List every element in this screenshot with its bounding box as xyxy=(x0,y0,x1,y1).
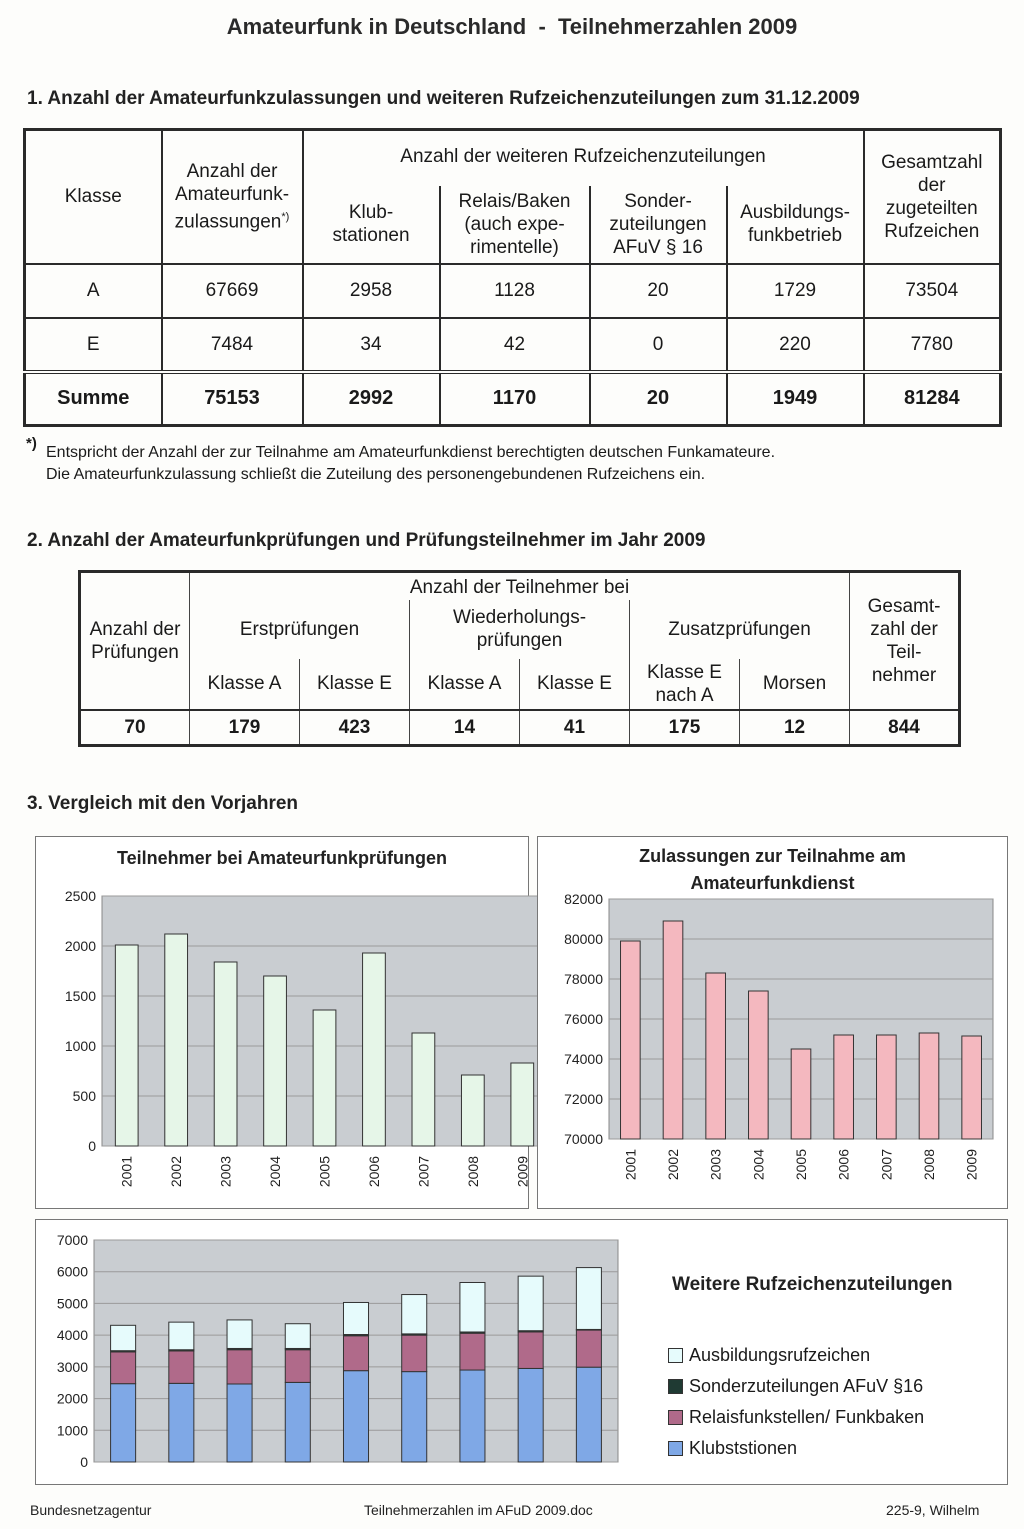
y-tick-label: 500 xyxy=(72,1088,96,1104)
bar xyxy=(877,1035,897,1139)
y-tick-label: 2000 xyxy=(56,1390,88,1407)
y-tick-label: 1000 xyxy=(56,1422,88,1439)
header-weitere-group: Anzahl der weiteren Rufzeichenzuteilungen xyxy=(303,130,864,186)
sum-sonder: 20 xyxy=(590,372,727,426)
sum-gesamt: 81284 xyxy=(864,372,1001,426)
bar-segment xyxy=(402,1295,427,1334)
row-klub: 34 xyxy=(303,318,440,372)
x-tick-label: 2009 xyxy=(514,1156,531,1188)
footnote-reference: *) xyxy=(281,211,290,224)
bar xyxy=(165,934,188,1146)
legend-swatch xyxy=(668,1379,683,1394)
footer-right: 225-9, Wilhelm xyxy=(886,1502,980,1518)
document-title: Amateurfunk in Deutschland - Teilnehmerzahlen 2009 xyxy=(226,14,798,39)
section-3-heading: 3. Vergleich mit den Vorjahren xyxy=(27,793,299,814)
header-gesamt-teilnehmer: Gesamt- zahl der Teil- nehmer xyxy=(850,572,960,710)
header-gesamtzahl: Gesamtzahl der zugeteilten Rufzeichen xyxy=(864,130,1001,264)
value-zusatz-e-nach-a: 175 xyxy=(630,710,740,746)
header-teilnehmer-group: Anzahl der Teilnehmer bei xyxy=(190,572,850,600)
bar xyxy=(412,1033,435,1146)
pruefungen-table xyxy=(78,570,961,747)
x-tick-label: 2009 xyxy=(963,1149,980,1181)
bar xyxy=(214,962,237,1146)
value-morsen: 12 xyxy=(740,710,850,746)
bar-segment xyxy=(169,1351,194,1383)
x-tick-label: 2002 xyxy=(168,1156,185,1188)
x-tick-label: 2001 xyxy=(118,1156,135,1188)
chart-rufzeichenzuteilungen xyxy=(35,1219,1008,1485)
y-tick-label: 6000 xyxy=(56,1263,88,1280)
row-klasse: A xyxy=(25,264,162,318)
y-tick-label: 80000 xyxy=(564,931,603,947)
y-tick-label: 82000 xyxy=(564,891,603,907)
x-tick-label: 2004 xyxy=(267,1156,284,1188)
y-tick-label: 7000 xyxy=(56,1232,88,1248)
legend-item xyxy=(668,1371,924,1402)
table-row xyxy=(25,318,1001,372)
y-tick-label: 4000 xyxy=(56,1327,88,1344)
x-tick-label: 2002 xyxy=(665,1149,681,1181)
row-sonder: 0 xyxy=(590,318,727,372)
x-tick-label: 2004 xyxy=(750,1149,767,1181)
header-relais: Relais/Baken (auch expe- rimentelle) xyxy=(440,186,590,264)
header-zusatzpruefungen: Zusatzprüfungen xyxy=(630,600,850,659)
bar xyxy=(313,1010,336,1146)
value-gesamt: 844 xyxy=(850,710,960,746)
x-tick-label: 2008 xyxy=(921,1149,937,1181)
bar xyxy=(264,976,287,1146)
header-erst-klasse-a: Klasse A xyxy=(190,659,300,710)
legend-label: Relaisfunkstellen/ Funkbaken xyxy=(689,1407,925,1427)
row-klub: 2958 xyxy=(303,264,440,318)
x-tick-label: 2003 xyxy=(707,1149,724,1181)
y-tick-label: 2000 xyxy=(64,938,96,954)
chart-pruefungsteilnehmer xyxy=(35,836,529,1209)
x-tick-label: 2006 xyxy=(835,1149,852,1181)
chart-legend xyxy=(668,1340,924,1464)
bar-segment xyxy=(343,1371,368,1462)
bar-chart-svg xyxy=(36,837,531,1208)
chart-zulassungen xyxy=(537,836,1008,1209)
y-tick-label: 0 xyxy=(88,1138,96,1154)
bar-segment xyxy=(111,1384,136,1462)
legend-item xyxy=(668,1433,924,1464)
x-tick-label: 2005 xyxy=(793,1149,809,1181)
legend-swatch xyxy=(668,1348,683,1363)
sum-klub: 2992 xyxy=(303,372,440,426)
x-tick-label: 2003 xyxy=(217,1156,234,1188)
footer-left: Bundesnetzagentur xyxy=(30,1502,152,1518)
legend-swatch xyxy=(668,1410,683,1425)
header-klubstationen: Klub- stationen xyxy=(303,186,440,264)
value-erst-e: 423 xyxy=(300,710,410,746)
bar-segment xyxy=(343,1336,368,1371)
bar-segment xyxy=(460,1370,485,1462)
bar xyxy=(919,1033,939,1139)
header-zulassungen-label: Anzahl der Amateurfunk-zulassungen xyxy=(174,161,290,233)
bar xyxy=(663,921,683,1139)
row-klasse: E xyxy=(25,318,162,372)
legend-label: Klubststionen xyxy=(689,1438,798,1458)
footnote-text: Entspricht der Anzahl der zur Teilnahme am Amateurfunkdienst berechtigten deutschen Funkamateure. Die Amateurfunkzulassung schließt die Zuteilung des personengebundenen Rufzeichens ein. xyxy=(46,444,776,483)
bar-segment xyxy=(460,1282,485,1331)
y-tick-label: 1000 xyxy=(64,1038,96,1054)
header-wdh-klasse-e: Klasse E xyxy=(520,659,630,710)
row-ausbildung: 1729 xyxy=(727,264,864,318)
bar xyxy=(115,945,138,1146)
chart-title: Weitere Rufzeichenzuteilungen xyxy=(672,1274,953,1295)
sum-ausbildung: 1949 xyxy=(727,372,864,426)
row-gesamt: 73504 xyxy=(864,264,1001,318)
legend-swatch xyxy=(668,1441,683,1456)
bar-segment xyxy=(169,1322,194,1350)
sum-zulassungen: 75153 xyxy=(162,372,303,426)
bar xyxy=(834,1035,854,1139)
chart-title: Zulassungen zur Teilnahme am Amateurfunkdienst xyxy=(639,846,906,893)
bar-segment xyxy=(576,1367,601,1462)
row-ausbildung: 220 xyxy=(727,318,864,372)
table-row xyxy=(25,264,1001,318)
bar-segment xyxy=(402,1372,427,1462)
sum-label: Summe xyxy=(25,372,162,426)
header-erstpruefungen: Erstprüfungen xyxy=(190,600,410,659)
bar-segment xyxy=(576,1268,601,1330)
footer-center: Teilnehmerzahlen im AFuD 2009.doc xyxy=(364,1502,593,1518)
value-wdh-a: 14 xyxy=(410,710,520,746)
header-anzahl-pruefungen: Anzahl der Prüfungen xyxy=(80,572,190,710)
bar-segment xyxy=(111,1325,136,1350)
y-tick-label: 72000 xyxy=(564,1091,603,1107)
bar xyxy=(749,991,769,1139)
x-tick-label: 2007 xyxy=(415,1156,432,1188)
x-tick-label: 2005 xyxy=(316,1156,333,1188)
y-tick-label: 3000 xyxy=(56,1358,88,1375)
zulassungen-table xyxy=(23,128,1002,427)
bar-segment xyxy=(227,1384,252,1462)
header-wdh-klasse-a: Klasse A xyxy=(410,659,520,710)
bar-segment xyxy=(518,1276,543,1331)
header-erst-klasse-e: Klasse E xyxy=(300,659,410,710)
footnote-mark: *) xyxy=(26,435,37,452)
bar-segment xyxy=(285,1324,310,1349)
legend-item xyxy=(668,1340,924,1371)
row-relais: 42 xyxy=(440,318,590,372)
bar-segment xyxy=(169,1383,194,1462)
x-tick-label: 2007 xyxy=(878,1149,895,1181)
y-tick-label: 1500 xyxy=(64,988,96,1004)
header-wiederholung: Wiederholungs- prüfungen xyxy=(410,600,630,659)
x-tick-label: 2008 xyxy=(464,1156,481,1188)
header-zusatz-klasse-e-nach-a: Klasse E nach A xyxy=(630,659,740,710)
bar xyxy=(363,953,386,1146)
header-zusatz-morsen: Morsen xyxy=(740,659,850,710)
value-pruefungen: 70 xyxy=(80,710,190,746)
chart-title: Teilnehmer bei Amateurfunkprüfungen xyxy=(116,848,448,868)
y-tick-label: 2500 xyxy=(64,888,96,904)
section-1-heading: 1. Anzahl der Amateurfunkzulassungen und weiteren Rufzeichenzuteilungen zum 31.12.2009 xyxy=(27,88,860,109)
row-zulassungen: 67669 xyxy=(162,264,303,318)
x-tick-label: 2006 xyxy=(365,1156,382,1188)
bar-segment xyxy=(285,1350,310,1383)
row-zulassungen: 7484 xyxy=(162,318,303,372)
y-tick-label: 0 xyxy=(80,1454,88,1470)
y-tick-label: 78000 xyxy=(564,971,603,987)
bar-segment xyxy=(227,1350,252,1384)
header-klasse: Klasse xyxy=(25,130,162,264)
header-ausbildung: Ausbildungs- funkbetrieb xyxy=(727,186,864,264)
bar xyxy=(461,1075,484,1146)
bar xyxy=(511,1063,534,1146)
y-tick-label: 5000 xyxy=(56,1295,88,1312)
bar-segment xyxy=(460,1333,485,1370)
sum-relais: 1170 xyxy=(440,372,590,426)
legend-label: Ausbildungsrufzeichen xyxy=(689,1345,871,1365)
header-zulassungen xyxy=(162,130,303,264)
bar-segment xyxy=(518,1368,543,1462)
bar-segment xyxy=(402,1335,427,1371)
bar-segment xyxy=(576,1330,601,1367)
bar-segment xyxy=(518,1332,543,1368)
bar xyxy=(791,1049,811,1139)
bar-segment xyxy=(111,1352,136,1384)
section-2-heading: 2. Anzahl der Amateurfunkprüfungen und Prüfungsteilnehmer im Jahr 2009 xyxy=(27,530,706,551)
table-row xyxy=(80,710,960,746)
x-tick-label: 2001 xyxy=(622,1149,639,1181)
stacked-bar-chart-svg xyxy=(36,1220,636,1484)
bar-chart-svg xyxy=(538,837,1007,1208)
y-tick-label: 70000 xyxy=(564,1131,603,1147)
y-tick-label: 74000 xyxy=(564,1051,603,1067)
bar-segment xyxy=(227,1320,252,1349)
bar xyxy=(706,973,726,1139)
legend-item xyxy=(668,1402,924,1433)
bar xyxy=(962,1036,982,1139)
y-tick-label: 76000 xyxy=(564,1011,603,1027)
legend-label: Sonderzuteilungen AFuV §16 xyxy=(689,1376,924,1396)
header-sonder: Sonder- zuteilungen AFuV § 16 xyxy=(590,186,727,264)
bar xyxy=(621,941,641,1139)
bar-segment xyxy=(285,1382,310,1462)
value-erst-a: 179 xyxy=(190,710,300,746)
sum-row xyxy=(25,372,1001,426)
row-relais: 1128 xyxy=(440,264,590,318)
bar-segment xyxy=(343,1302,368,1334)
row-gesamt: 7780 xyxy=(864,318,1001,372)
value-wdh-e: 41 xyxy=(520,710,630,746)
row-sonder: 20 xyxy=(590,264,727,318)
